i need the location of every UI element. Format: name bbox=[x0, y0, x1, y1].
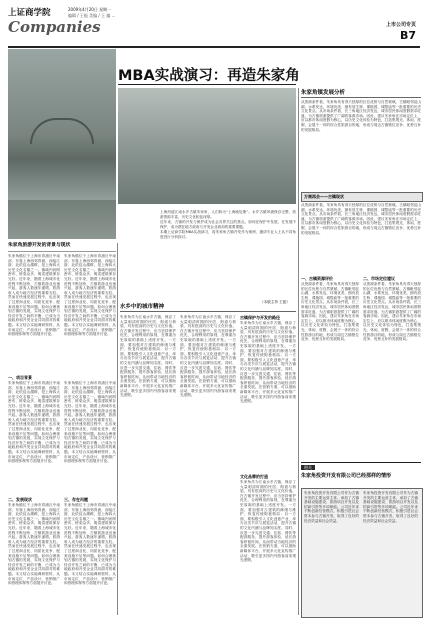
middle-column-text-4: 朱家角作为江南水乡古镇，保存了大量明清时期的民居、街道与桥梁，具有很高的历史与文化价值。在古镇开发过程中，应当坚持保护优先、合理利用的原则，在尊重历史原貌的基础上适度开发。一方面，要加强对古建筑的修缮与维护，恢复传统街巷格局；另一方面，要积极引入文化创意产业，举办各类节庆与展览活动，提升古镇的文化内涵与品牌知名度。同时，应进一步完善交通、住宿、餐饮等配套服务，提升游客体验，延长游客停留时间，从而带动当地经济的全面发展。在营销方面，可以借助新媒体平台，开展多元化宣传推广活动，吸引更多国内外游客前来观光度假。 bbox=[240, 480, 296, 563]
left-column-text-5: 朱家角镇位于上海市青浦区中南部，东靠上海西郊青浦，西接江浙，北依淀山湖畔，是上海四大历史文化名镇之一。镇域内河网密布，桥梁众多，明清建筑保存完好。近年来，随着上海城市化进程不断加快，古镇旅游业迅速兴起，游客人数逐年递增，旅游收入成为地方经济的重要支柱。然而在快速发展过程中，也出现了过度商业化、同质化竞争、配套设施不足等问题。如何合理规划古镇的发展，实现文化保护与经济开发之间的平衡，已成为当地政府和开发企业共同面对的难题。本文结合实地调研资料，从市场定位、产品设计、营销推广和管理体制等方面展开讨论。 bbox=[8, 503, 60, 586]
left-column bbox=[8, 243, 116, 615]
middle-column-text-3: 朱家角作为江南水乡古镇，保存了大量明清时期的民居、街道与桥梁，具有很高的历史与文化价值。在古镇开发过程中，应当坚持保护优先、合理利用的原则，在尊重历史原貌的基础上适度开发。一方面，要加强对古建筑的修缮与维护，恢复传统街巷格局；另一方面，要积极引入文化创意产业，举办各类节庆与展览活动，提升古镇的文化内涵与品牌知名度。同时，应进一步完善交通、住宿、餐饮等配套服务，提升游客体验，延长游客停留时间，从而带动当地经济的全面发展。在营销方面，可以借助新媒体平台，开展多元化宣传推广活动，吸引更多国内外游客前来观光度假。 bbox=[240, 321, 296, 404]
left-column-text-4: 朱家角镇位于上海市青浦区中南部，东靠上海西郊青浦，西接江浙，北依淀山湖畔，是上海四大历史文化名镇之一。镇域内河网密布，桥梁众多，明清建筑保存完好。近年来，随着上海城市化进程不断加快，古镇旅游业迅速兴起，游客人数逐年递增，旅游收入成为地方经济的重要支柱。然而在快速发展过程中，也出现了过度商业化、同质化竞争、配套设施不足等问题。如何合理规划古镇的发展，实现文化保护与经济开发之间的平衡，已成为当地政府和开发企业共同面对的难题。本文结合实地调研资料，从市场定位、产品设计、营销推广和管理体制等方面展开讨论。 bbox=[64, 381, 116, 464]
left-column-text-3: 朱家角镇位于上海市青浦区中南部，东靠上海西郊青浦，西接江浙，北依淀山湖畔，是上海四大历史文化名镇之一。镇域内河网密布，桥梁众多，明清建筑保存完好。近年来，随着上海城市化进程不断加快，古镇旅游业迅速兴起，游客人数逐年递增，旅游收入成为地方经济的重要支柱。然而在快速发展过程中，也出现了过度商业化、同质化竞争、配套设施不足等问题。如何合理规划古镇的发展，实现文化保护与经济开发之间的平衡，已成为当地政府和开发企业共同面对的难题。本文结合实地调研资料，从市场定位、产品设计、营销推广和管理体制等方面展开讨论。 bbox=[8, 381, 60, 464]
right-column bbox=[301, 88, 421, 458]
masthead-info-line: 2009年4月20日 星期一 bbox=[68, 7, 112, 12]
bottom-right-heading: 朱家角投资开发有限公司已经那样的情形 bbox=[301, 473, 392, 479]
right-column-text-2: 从资源条件看，朱家角具有得天独厚的区位优势与自然禀赋。古镇毗邻淀山湖，水系发达，环境优美，拥有放生桥、课植园、城隍庙等一批重要的历史文化景点。从市场条件看，长三角地区经济发达，城市居民休闲度假需求旺盛，为古镇旅游提供了广阔的客源市场。因此，建议朱家角在市场定位上，应以都市休闲度假为核心，以历史文化体验为特色，打造集观光、休闲、度假、会展于一体的综合性旅游目的地，形成与周边古镇错位竞争、优势互补的发展格局。 bbox=[301, 203, 421, 235]
left-column-text: 朱家角镇位于上海市青浦区中南部，东靠上海西郊青浦，西接江浙，北依淀山湖畔，是上海四大历史文化名镇之一。镇域内河网密布，桥梁众多，明清建筑保存完好。近年来，随着上海城市化进程不断加快，古镇旅游业迅速兴起，游客人数逐年递增，旅游收入成为地方经济的重要支柱。然而在快速发展过程中，也出现了过度商业化、同质化竞争、配套设施不足等问题。如何合理规划古镇的发展，实现文化保护与经济开发之间的平衡，已成为当地政府和开发企业共同面对的难题。本文结合实地调研资料，从市场定位、产品设计、营销推广和管理体制等方面展开讨论。 bbox=[8, 254, 60, 337]
middle-column-text-1: 朱家角作为江南水乡古镇，保存了大量明清时期的民居、街道与桥梁，具有很高的历史与文化价值。在古镇开发过程中，应当坚持保护优先、合理利用的原则，在尊重历史原貌的基础上适度开发。一方面，要加强对古建筑的修缮与维护，恢复传统街巷格局；另一方面，要积极引入文化创意产业，举办各类节庆与展览活动，提升古镇的文化内涵与品牌知名度。同时，应进一步完善交通、住宿、餐饮等配套服务，提升游客体验，延长游客停留时间，从而带动当地经济的全面发展。在营销方面，可以借助新媒体平台，开展多元化宣传推广活动，吸引更多国内外游客前来观光度假。 bbox=[120, 315, 176, 398]
lead-column bbox=[160, 210, 296, 300]
middle-column bbox=[120, 302, 296, 616]
left-column-heading: 朱家角旅游开发的背景与现状 bbox=[8, 243, 71, 248]
masthead-title: 上证商学院 bbox=[8, 8, 51, 18]
middle-column-sub-2: 文化品牌的打造 bbox=[240, 474, 268, 479]
right-column-heading: 朱家角镇发展分析 bbox=[301, 90, 346, 96]
lead-paragraph-1: 上海河道江南水乡古镇朱家角，人们称为“上海威尼斯”。水乡古镇风貌保存完整，旅游资源丰富，历史文化积淀深厚。 bbox=[160, 210, 296, 219]
left-column-sub-2: 二、发展现状 bbox=[8, 497, 32, 502]
town-photo-strip bbox=[118, 88, 296, 204]
left-column-heading-shade bbox=[8, 251, 116, 252]
headline-underline bbox=[118, 84, 296, 85]
lead-paragraph-3: 本期上证商学院MBA实战演习，将朱家角古镇开发作为案例，邀请专业人士从不同角度进行分析探讨。 bbox=[160, 230, 296, 239]
masthead bbox=[8, 6, 420, 46]
left-column-text-6: 朱家角镇位于上海市青浦区中南部，东靠上海西郊青浦，西接江浙，北依淀山湖畔，是上海四大历史文化名镇之一。镇域内河网密布，桥梁众多，明清建筑保存完好。近年来，随着上海城市化进程不断加快，古镇旅游业迅速兴起，游客人数逐年递增，旅游收入成为地方经济的重要支柱。然而在快速发展过程中，也出现了过度商业化、同质化竞争、配套设施不足等问题。如何合理规划古镇的发展，实现文化保护与经济开发之间的平衡，已成为当地政府和开发企业共同面对的难题。本文结合实地调研资料，从市场定位、产品设计、营销推广和管理体制等方面展开讨论。 bbox=[64, 503, 116, 586]
masthead-rule bbox=[8, 46, 420, 48]
bottom-right-rule bbox=[301, 462, 421, 463]
right-column-text-1: 从资源条件看，朱家角具有得天独厚的区位优势与自然禀赋。古镇毗邻淀山湖，水系发达，环境优美，拥有放生桥、课植园、城隍庙等一批重要的历史文化景点。从市场条件看，长三角地区经济发达，城市居民休闲度假需求旺盛，为古镇旅游提供了广阔的客源市场。因此，建议朱家角在市场定位上，应以都市休闲度假为核心，以历史文化体验为特色，打造集观光、休闲、度假、会展于一体的综合性旅游目的地，形成与周边古镇错位竞争、优势互补的发展格局。 bbox=[301, 100, 421, 132]
water-reflection bbox=[8, 160, 116, 200]
right-heading-rule bbox=[301, 97, 421, 98]
right-column-sub-2: 二、市场定位建议 bbox=[363, 276, 395, 281]
section-label: 上市公司专页 bbox=[385, 22, 416, 28]
lead-paragraph-2: 近年来，古镇的开发与保护成为社会各界关注的焦点。如何在保护中发展，在发展中保护，成为摆在地方政府与开发企业面前的重要课题。 bbox=[160, 220, 296, 229]
bottom-right-label: 相关 bbox=[301, 465, 315, 470]
bottom-right-text-2: 朱家角投资开发有限公司作为古镇开发的主要运营主体，承担了古镇基础设施建设、旅游项目开发以及招商引资等多项职能。公司近年来不断创新经营模式，积极引进社会资本参与古镇开发，取得了良好的经济效益和社会效益。 bbox=[363, 491, 418, 523]
left-column-sub-3: 三、存在问题 bbox=[64, 497, 88, 502]
column-divider-left bbox=[117, 243, 118, 615]
left-column-text-2: 朱家角镇位于上海市青浦区中南部，东靠上海西郊青浦，西接江浙，北依淀山湖畔，是上海四大历史文化名镇之一。镇域内河网密布，桥梁众多，明清建筑保存完好。近年来，随着上海城市化进程不断加快，古镇旅游业迅速兴起，游客人数逐年递增，旅游收入成为地方经济的重要支柱。然而在快速发展过程中，也出现了过度商业化、同质化竞争、配套设施不足等问题。如何合理规划古镇的发展，实现文化保护与经济开发之间的平衡，已成为当地政府和开发企业共同面对的难题。本文结合实地调研资料，从市场定位、产品设计、营销推广和管理体制等方面展开讨论。 bbox=[64, 254, 116, 337]
masthead-subtitle: Companies bbox=[8, 18, 101, 36]
page-number: B7 bbox=[399, 29, 416, 42]
column-divider-right bbox=[298, 88, 299, 615]
right-column-box-title: 万商再会——古镇现状 bbox=[304, 193, 344, 199]
water-town-photo bbox=[8, 49, 116, 239]
middle-column-sub-1: 古镇保护与开发的路径 bbox=[240, 315, 280, 320]
bottom-right-text-1: 朱家角投资开发有限公司作为古镇开发的主要运营主体，承担了古镇基础设施建设、旅游项目开发以及招商引资等多项职能。公司近年来不断创新经营模式，积极引进社会资本参与古镇开发，取得了良好的经济效益和社会效益。 bbox=[304, 491, 359, 523]
left-column-sub-1: 一、项目背景 bbox=[8, 375, 32, 380]
middle-column-text-2: 朱家角作为江南水乡古镇，保存了大量明清时期的民居、街道与桥梁，具有很高的历史与文化价值。在古镇开发过程中，应当坚持保护优先、合理利用的原则，在尊重历史原貌的基础上适度开发。一方面，要加强对古建筑的修缮与维护，恢复传统街巷格局；另一方面，要积极引入文化创意产业，举办各类节庆与展览活动，提升古镇的文化内涵与品牌知名度。同时，应进一步完善交通、住宿、餐饮等配套服务，提升游客体验，延长游客停留时间，从而带动当地经济的全面发展。在营销方面，可以借助新媒体平台，开展多元化宣传推广活动，吸引更多国内外游客前来观光度假。 bbox=[180, 315, 236, 398]
right-column-text-3: 从资源条件看，朱家角具有得天独厚的区位优势与自然禀赋。古镇毗邻淀山湖，水系发达，环境优美，拥有放生桥、课植园、城隍庙等一批重要的历史文化景点。从市场条件看，长三角地区经济发达，城市居民休闲度假需求旺盛，为古镇旅游提供了广阔的客源市场。因此，建议朱家角在市场定位上，应以都市休闲度假为核心，以历史文化体验为特色，打造集观光、休闲、度假、会展于一体的综合性旅游目的地，形成与周边古镇错位竞争、优势互补的发展格局。 bbox=[301, 282, 359, 342]
middle-column-heading: 水乡中的城市精神 bbox=[120, 304, 165, 310]
masthead-info-line-2: 编辑 / 王振 美编 / 王 编 ... bbox=[68, 13, 116, 18]
right-column-sub-1: 一、古镇资源评价 bbox=[301, 276, 333, 281]
right-column-text-4: 从资源条件看，朱家角具有得天独厚的区位优势与自然禀赋。古镇毗邻淀山湖，水系发达，环境优美，拥有放生桥、课植园、城隍庙等一批重要的历史文化景点。从市场条件看，长三角地区经济发达，城市居民休闲度假需求旺盛，为古镇旅游提供了广阔的客源市场。因此，建议朱家角在市场定位上，应以都市休闲度假为核心，以历史文化体验为特色，打造集观光、休闲、度假、会展于一体的综合性旅游目的地，形成与周边古镇错位竞争、优势互补的发展格局。 bbox=[363, 282, 421, 342]
headline: MBA实战演习：再造朱家角 bbox=[118, 68, 300, 84]
middle-heading-rule bbox=[120, 311, 296, 312]
bottom-right-section bbox=[301, 462, 421, 616]
lead-byline: （本版主持 王振） bbox=[260, 300, 290, 304]
